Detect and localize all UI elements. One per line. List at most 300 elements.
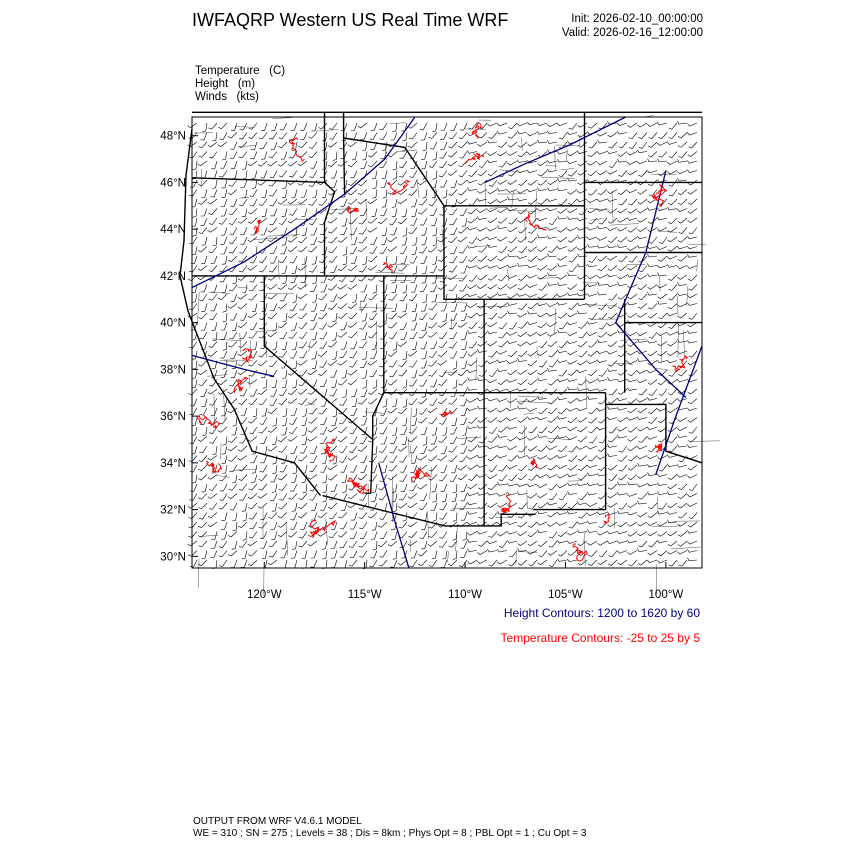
county-line: [509, 210, 536, 211]
wind-barb: [638, 408, 647, 413]
wind-barb: [587, 483, 597, 486]
wind-barb: [269, 361, 277, 367]
wind-barb: [189, 152, 197, 159]
wind-barb: [438, 237, 447, 242]
wind-barb: [332, 418, 337, 426]
wind-barb: [618, 522, 627, 527]
wind-barb: [439, 513, 447, 520]
wind-barb: [558, 551, 567, 557]
wind-barb: [238, 370, 247, 375]
wind-barb: [527, 294, 537, 297]
wind-barb: [578, 418, 587, 423]
wind-barb: [507, 161, 517, 165]
wind-barb: [282, 190, 287, 198]
wind-barb: [497, 482, 507, 485]
wind-barb: [288, 199, 297, 204]
county-line: [316, 130, 338, 132]
wind-barb: [323, 484, 328, 493]
wind-barb: [557, 540, 567, 543]
wind-barb: [222, 465, 227, 474]
wind-barb: [618, 351, 627, 357]
wind-barb: [517, 160, 527, 163]
wind-barb: [373, 190, 378, 199]
wind-barb: [360, 456, 367, 463]
wind-barb: [509, 551, 517, 557]
wind-barb: [198, 247, 207, 253]
wind-barb: [587, 465, 597, 468]
wind-barb: [627, 302, 637, 305]
wind-barb: [448, 275, 457, 280]
wind-barb: [477, 425, 487, 428]
temperature-contour: [465, 154, 484, 164]
wind-barb: [499, 475, 507, 481]
county-line: [239, 145, 256, 146]
wind-barb: [608, 133, 617, 138]
wind-barb: [340, 541, 347, 548]
wind-barb: [362, 256, 367, 265]
wind-barb: [647, 264, 657, 267]
wind-barb: [479, 161, 487, 167]
wind-barb: [232, 323, 237, 331]
wind-barb: [607, 171, 617, 175]
wind-barb: [310, 313, 317, 320]
wind-barb: [270, 199, 278, 206]
wind-barb: [380, 133, 387, 140]
wind-barb: [518, 503, 527, 509]
wind-barb: [222, 190, 228, 198]
wind-barb: [418, 180, 427, 185]
wind-barb: [558, 256, 568, 260]
wind-barb: [678, 282, 688, 285]
wind-barb: [678, 484, 687, 490]
wind-barb: [538, 256, 548, 260]
wind-barb: [198, 475, 207, 481]
county-line: [522, 137, 523, 150]
wind-barb: [478, 406, 488, 409]
wind-barb: [658, 551, 667, 556]
wind-barb: [507, 265, 517, 268]
wind-barb: [568, 387, 578, 390]
wind-barb: [428, 541, 437, 546]
wind-barb: [358, 399, 367, 405]
wind-barb: [487, 140, 497, 143]
wind-barb: [597, 351, 607, 354]
wind-barb: [528, 370, 537, 375]
wind-barb: [467, 532, 477, 536]
wind-barb: [409, 427, 417, 433]
wind-barb: [517, 313, 527, 317]
wind-barb: [388, 351, 397, 356]
wind-barb: [248, 437, 257, 442]
wind-barb: [380, 209, 387, 216]
wind-barb: [231, 560, 237, 568]
wind-barb: [577, 387, 587, 390]
wind-barb: [238, 304, 247, 309]
wind-barb: [487, 331, 497, 334]
wind-barb: [548, 332, 558, 336]
wind-barb: [687, 246, 697, 249]
wind-barb: [658, 491, 668, 494]
wind-barb: [587, 264, 597, 267]
wind-barb: [548, 465, 557, 470]
wind-barb: [350, 351, 358, 358]
wind-barb: [233, 522, 237, 531]
wind-barb: [291, 190, 297, 198]
wind-barb: [668, 304, 677, 309]
wind-barb: [528, 180, 537, 185]
wind-barb: [298, 313, 307, 319]
wind-barb: [668, 389, 677, 395]
wind-barb: [190, 408, 198, 415]
wind-barb: [428, 408, 437, 413]
wind-barb: [678, 494, 687, 499]
wind-barb: [271, 209, 278, 216]
wind-barb: [488, 532, 497, 538]
wind-barb: [188, 532, 197, 538]
wind-barb: [308, 247, 317, 253]
wind-barb: [497, 369, 507, 372]
wind-barb: [558, 209, 567, 214]
wind-barb: [240, 313, 247, 320]
wind-barb: [508, 311, 517, 314]
wind-barb: [290, 418, 298, 425]
wind-barb: [350, 532, 357, 539]
wind-barb: [302, 418, 308, 426]
wind-barb: [290, 351, 297, 358]
wind-barb: [272, 342, 277, 351]
wind-barb: [389, 218, 397, 225]
wind-barb: [599, 370, 607, 376]
wind-barb: [648, 285, 657, 290]
wind-barb: [637, 463, 647, 466]
wind-barb: [528, 475, 537, 481]
wind-barb: [198, 142, 207, 148]
wind-barb: [548, 273, 558, 276]
wind-barb: [488, 171, 497, 176]
wind-barb: [617, 159, 627, 162]
wind-barb: [648, 551, 657, 556]
wind-barb: [508, 197, 518, 200]
wind-barb: [312, 361, 317, 369]
wind-barb: [589, 256, 597, 262]
wind-barb: [413, 408, 418, 417]
wind-barb: [382, 228, 387, 236]
wind-barb: [509, 218, 518, 224]
wind-barb: [299, 370, 307, 376]
wind-barb: [429, 161, 437, 168]
wind-barb: [268, 228, 277, 233]
wind-barb: [310, 456, 317, 463]
wind-barb: [228, 456, 237, 462]
wind-barb: [528, 560, 537, 566]
wind-barb: [518, 358, 528, 361]
wind-barb: [577, 247, 587, 251]
wind-barb: [442, 313, 447, 322]
wind-barb: [618, 282, 628, 285]
wind-barb: [269, 190, 277, 197]
wind-barb: [588, 123, 597, 128]
wind-barb: [597, 340, 607, 343]
wind-barb: [449, 190, 458, 196]
wind-barb: [488, 503, 497, 508]
wind-barb: [408, 190, 417, 196]
wind-barb: [628, 408, 637, 413]
wind-barb: [618, 510, 628, 513]
wind-barb: [487, 209, 497, 212]
wind-barb: [638, 304, 647, 309]
wind-barb: [248, 209, 257, 215]
lat-tick-label: 46°N: [160, 177, 186, 190]
lon-tick-label: 115°W: [347, 589, 382, 601]
wind-barb: [498, 225, 508, 228]
field-unit: (m): [237, 78, 256, 90]
wind-barb: [421, 351, 427, 359]
wind-barb: [657, 540, 667, 543]
wind-barb: [568, 456, 577, 462]
wind-barb: [392, 123, 397, 132]
wind-barb: [450, 247, 457, 254]
wind-barb: [221, 370, 228, 377]
wind-barb: [409, 399, 417, 405]
wind-barb: [242, 161, 247, 170]
wind-barb: [358, 446, 367, 451]
wind-barb: [320, 437, 327, 444]
wind-barb: [508, 351, 517, 357]
wind-barb: [578, 427, 587, 432]
wind-barb: [507, 483, 517, 486]
wind-barb: [519, 446, 527, 452]
wind-barb: [309, 494, 317, 501]
wind-barb: [341, 342, 347, 350]
wind-barb: [449, 266, 457, 273]
wind-barb: [648, 159, 658, 162]
wind-barb: [487, 160, 497, 163]
wind-barb: [607, 151, 617, 154]
wind-barb: [312, 123, 317, 131]
wind-barb: [568, 551, 577, 556]
wind-barb: [577, 293, 587, 296]
wind-barb: [557, 416, 567, 419]
wind-barb: [597, 360, 607, 363]
wind-barb: [379, 161, 387, 168]
wind-barb: [479, 370, 487, 376]
wind-barb: [198, 494, 207, 500]
wind-barb: [608, 494, 618, 498]
wind-barb: [549, 532, 557, 539]
wind-barb: [558, 408, 567, 414]
wind-barb: [628, 437, 637, 442]
wind-barb: [342, 475, 347, 483]
wind-barb: [459, 171, 467, 177]
wind-barb: [477, 217, 487, 220]
county-line: [219, 361, 235, 362]
county-line: [233, 469, 257, 471]
wind-barb: [359, 513, 367, 519]
wind-barb: [678, 434, 688, 437]
wind-barb: [558, 263, 568, 266]
wind-barb: [250, 323, 257, 330]
wind-barb: [331, 484, 337, 492]
wind-barb: [478, 304, 487, 309]
wind-barb: [508, 247, 517, 252]
wind-barb: [349, 446, 357, 453]
wind-barb: [507, 332, 517, 335]
wind-barb: [668, 532, 678, 536]
wind-barb: [557, 246, 567, 249]
wind-barb: [408, 437, 417, 442]
wind-barb: [261, 123, 267, 131]
wind-barb: [440, 133, 447, 140]
wind-barb: [398, 218, 407, 224]
wind-barb: [528, 351, 537, 356]
wind-barb: [508, 180, 517, 185]
wind-barb: [568, 273, 578, 276]
wind-barb: [401, 427, 407, 435]
wind-barb: [259, 199, 267, 206]
wind-barb: [209, 247, 217, 253]
wind-barb: [409, 560, 417, 567]
wind-barb: [449, 285, 457, 291]
wind-barb: [399, 161, 407, 168]
wind-barb: [658, 351, 667, 356]
wind-barb: [529, 427, 538, 433]
wind-barb: [248, 266, 257, 271]
wind-barb: [508, 399, 518, 403]
wind-barb: [233, 418, 237, 427]
county-line: [368, 484, 369, 509]
wind-barb: [567, 228, 577, 232]
wind-barb: [393, 342, 397, 351]
wind-barb: [361, 161, 367, 169]
wind-barb: [239, 199, 247, 206]
wind-barb: [383, 399, 387, 408]
wind-barb: [537, 218, 547, 221]
wind-barb: [588, 529, 598, 532]
wind-barb: [371, 532, 377, 540]
wind-barb: [453, 380, 457, 389]
wind-barb: [418, 418, 427, 424]
wind-barb: [331, 171, 337, 179]
wind-barb: [487, 492, 497, 495]
lat-tick-label: 42°N: [160, 270, 186, 283]
wind-barb: [418, 399, 427, 405]
wind-barb: [528, 256, 537, 262]
wind-barb: [391, 133, 397, 141]
wind-barb: [350, 171, 357, 178]
wind-barb: [518, 406, 528, 409]
county-line: [410, 445, 412, 463]
wind-barb: [458, 465, 467, 470]
wind-barb: [289, 171, 297, 178]
wind-barb: [300, 123, 307, 130]
wind-barb: [362, 370, 367, 378]
wind-barb: [339, 399, 347, 406]
wind-barb: [358, 247, 367, 252]
wind-barb: [687, 132, 697, 135]
wind-barb: [468, 209, 477, 214]
wind-barb: [678, 190, 687, 195]
wind-barb: [458, 323, 467, 328]
wind-barb: [577, 521, 587, 524]
wind-barb: [432, 484, 438, 492]
wind-barb: [429, 304, 437, 310]
wind-barb: [508, 254, 518, 257]
wind-barb: [228, 446, 237, 451]
wind-barb: [310, 161, 317, 168]
wind-barb: [189, 522, 198, 528]
wind-barb: [279, 399, 288, 405]
wind-barb: [269, 218, 277, 225]
wind-barb: [627, 494, 637, 497]
wind-barb: [438, 285, 447, 290]
wind-barb: [607, 531, 617, 534]
wind-barb: [450, 437, 457, 444]
wind-barb: [373, 541, 377, 550]
wind-barb: [667, 171, 677, 175]
wind-barb: [362, 313, 367, 321]
wind-barb: [462, 427, 467, 436]
wind-barb: [529, 503, 537, 509]
wind-barb: [597, 378, 607, 381]
wind-barb: [360, 133, 367, 140]
wind-barb: [348, 161, 357, 167]
wind-barb: [687, 408, 697, 411]
wind-barb: [448, 399, 457, 405]
wind-barb: [392, 285, 397, 293]
wind-barb: [467, 549, 477, 552]
wind-barb: [527, 133, 537, 136]
wind-barb: [647, 492, 657, 495]
wind-barb: [507, 380, 517, 383]
wind-barb: [302, 256, 307, 264]
wind-barb: [587, 294, 597, 297]
wind-barb: [608, 361, 617, 367]
wind-barb: [468, 161, 477, 167]
wind-barb: [382, 199, 387, 207]
wind-barb: [488, 285, 497, 290]
wind-barb: [548, 427, 557, 433]
wind-barb: [398, 446, 407, 451]
wind-barb: [687, 303, 697, 306]
wind-barb: [487, 408, 497, 412]
wind-barb: [609, 551, 617, 557]
wind-barb: [279, 351, 287, 357]
wind-barb: [557, 123, 567, 126]
wind-barb: [261, 171, 268, 178]
wind-barb: [497, 408, 507, 412]
county-line: [590, 218, 603, 220]
wind-barb: [597, 133, 607, 137]
wind-barb: [322, 494, 327, 503]
wind-barb: [538, 294, 547, 299]
wind-barb: [647, 560, 657, 563]
wind-barb: [438, 266, 447, 271]
wind-barb: [657, 247, 667, 250]
wind-barb: [518, 263, 528, 266]
wind-barb: [538, 140, 548, 143]
wind-barb: [617, 131, 627, 134]
wind-barb: [528, 361, 537, 366]
wind-barb: [379, 551, 387, 558]
wind-barb: [331, 541, 337, 549]
wind-barb: [688, 275, 697, 281]
wind-barb: [443, 190, 447, 199]
wind-barb: [409, 484, 417, 491]
wind-barb: [557, 379, 567, 382]
wind-barb: [360, 437, 367, 444]
wind-barb: [299, 332, 307, 339]
wind-barb: [342, 133, 347, 141]
